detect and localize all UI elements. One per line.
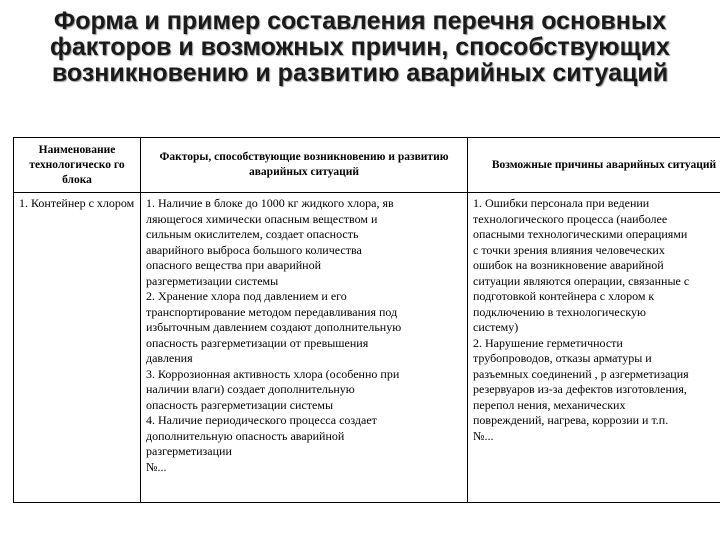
cell-block-name-text: 1. Контейнер с хлором xyxy=(19,196,135,210)
header-factors: Факторы, способствующие возникновению и развитию аварийных ситуаций xyxy=(141,138,468,193)
table-row xyxy=(14,193,720,503)
cell-causes-text: 1. Ошибки персонала при ведении технологического процесса (наиболее опасными технологическими операциями с точки зрения влияния человеческих ошибок на возникновение аварийной ситуации являются операции, связанные с подготовкой контейнера с хлором к подключению в технологическую систему) 2. Нарушение герметичности трубопроводов, отказы арматуры и разъемных соединений , р азгерметизация резервуаров из-за дефектов изготовления, перепол нения, механических повреждений, нагрева, коррозии и т.п. №... xyxy=(473,196,690,443)
header-causes: Возможные причины аварийных ситуаций xyxy=(468,138,720,193)
cell-factors-text: 1. Наличие в блоке до 1000 кг жидкого хлора, яв ляющегося химически опасным веществом и сильным окислителем, создает опасность аварийного выброса большого количества опасного вещества при аварийной разгерметизации системы 2. Хранение хлора под давлением и его транспортирование методом передавливания под избыточным давлением создают дополнительную опасность разгерметизации от превышения давления 3. Коррозионная активность хлора (особенно при наличии влаги) создает дополнительную опасность разгерметизации системы 4. Наличие периодического процесса создает дополнительную опасность аварийной разгерметизации №... xyxy=(146,196,402,474)
cell-factors xyxy=(141,193,468,503)
title-line-1: Форма и пример составления перечня основных xyxy=(53,7,667,35)
title-line-3: возникновению и развитию аварийных ситуаций xyxy=(51,59,669,87)
header-block-name: Наименование технологическо го блока xyxy=(14,138,141,193)
cell-block-name xyxy=(14,193,141,503)
cell-causes xyxy=(468,193,720,503)
factors-table xyxy=(13,137,720,503)
table-header-row xyxy=(14,138,720,193)
title-line-2: факторов и возможных причин, способствующих xyxy=(50,33,670,61)
page-title xyxy=(0,8,720,86)
